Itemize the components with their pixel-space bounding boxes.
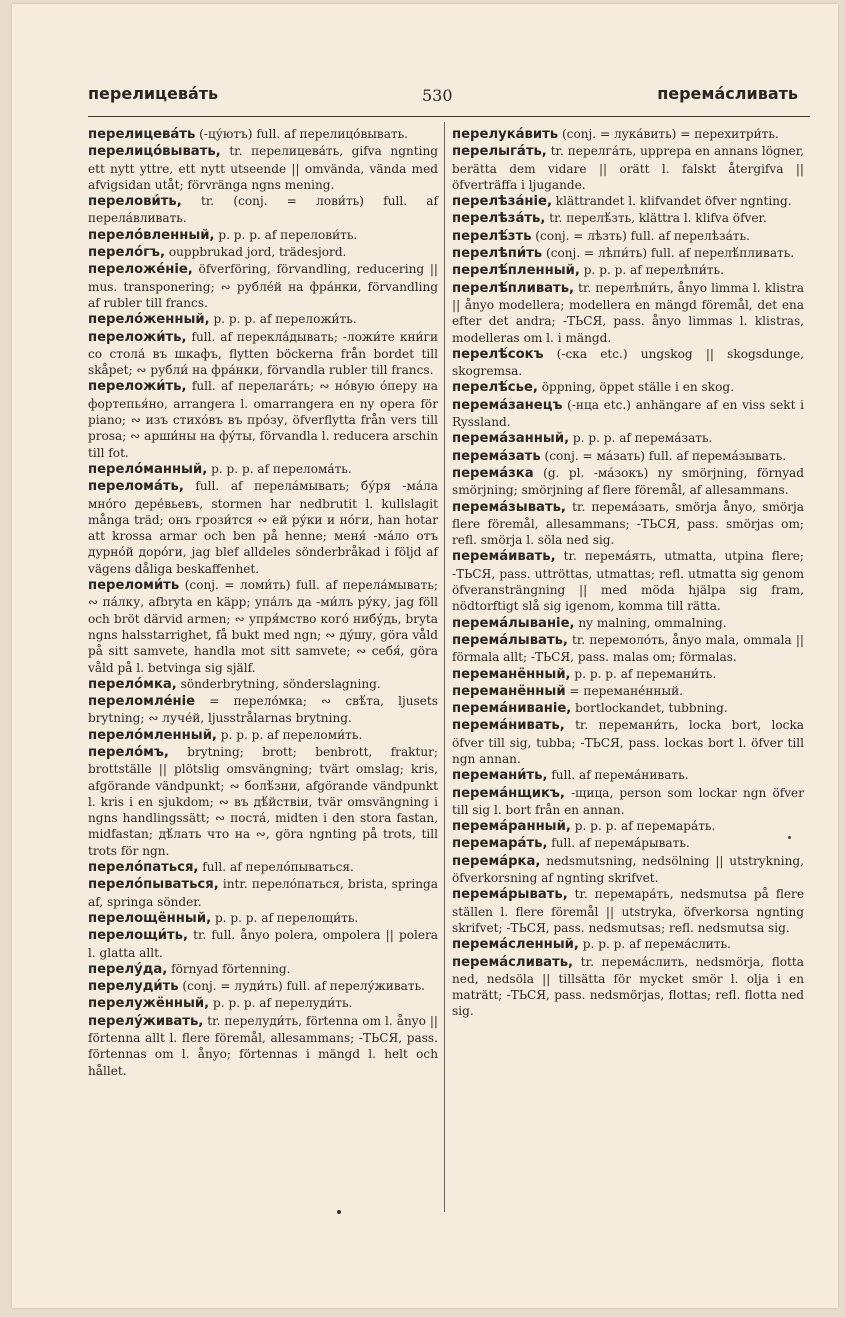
- running-head-right: перема́сливать: [657, 84, 798, 103]
- entry-headword: переложи́ть,: [88, 379, 187, 395]
- entry-headword: перема́занецъ: [452, 397, 563, 413]
- entry-definition: intr. перело́паться, brista, springa af, springa sönder.: [88, 877, 438, 909]
- entry-headword: перелуди́ть: [88, 979, 179, 995]
- entry-headword: перелѣ́пленный,: [452, 263, 580, 279]
- entry-definition: öppning, öppet ställe i en skog.: [537, 380, 734, 395]
- entry-headword: переманённый,: [452, 666, 571, 682]
- dictionary-entry: [88, 227, 438, 244]
- entry-definition: tr. перелга́ть, upprepa en annans lögner, berätta dem vidare || orätt l. falskt återgifva || öfverträffa i ljugande.: [452, 144, 804, 192]
- entry-headword: перема́зывать,: [452, 499, 566, 515]
- dictionary-entry: [88, 329, 438, 379]
- dictionary-entry: [88, 859, 438, 876]
- entry-definition: full. af перема́нивать.: [547, 768, 689, 783]
- entry-definition: (conj. = лука́вить) = перехитри́ть.: [558, 127, 779, 141]
- dictionary-entry: [452, 193, 804, 210]
- dictionary-entry: [88, 261, 438, 311]
- entry-headword: перелѣ́сье,: [452, 380, 538, 396]
- entry-headword: перемани́ть,: [452, 768, 548, 784]
- entry-definition: full. af перекла́дывать; -ложи́те кни́ги со стола́ въ шкафъ, flytten böckerna från bordet till skåpet; ∾ рубли́ на фра́нки, förvandla rubler till francs.: [88, 329, 438, 378]
- dictionary-page: [12, 4, 838, 1308]
- entry-definition: full. af перелага́ть; ∾ но́вую о́перу на фортепья́но, arrangera l. omarrangera en ny opera för piano; ∾ изъ стихо́въ въ про́зу, öfverflytta från vers till prosa; ∾ арши́ны на фу́ты, förvandla l. reducera arschin till fot.: [88, 379, 438, 460]
- entry-headword: перелощённый,: [88, 910, 212, 926]
- page-number: 530: [422, 86, 453, 105]
- entry-headword: перемара́ть,: [452, 836, 548, 852]
- entry-headword: перема́сленный,: [452, 937, 579, 953]
- dictionary-entry: [88, 478, 438, 577]
- entry-definition: -щица, person som lockar ngn öfver till sig l. bort från en annan.: [452, 785, 804, 817]
- entry-headword: перема́занный,: [452, 431, 570, 447]
- dictionary-entry: [88, 143, 438, 193]
- entry-definition: p. p. p. af перема́зать.: [569, 431, 713, 446]
- dictionary-entry: [452, 499, 804, 549]
- entry-definition: tr. перема́слить, nedsmörja, flotta ned, nedsöla || tillsätta för mycket smör l. olja i en maträtt; -ТЬСЯ, pass. nedsmörjas, flottas; refl. flotta ned sig.: [452, 954, 804, 1019]
- dictionary-entry: [88, 961, 438, 978]
- entry-definition: (g. pl. -ма́зокъ) ny smörjning, förnyad smörjning; smörjning af flere föremål, af allesammans.: [452, 465, 804, 498]
- dictionary-entry: [88, 311, 438, 328]
- entry-definition: sönderbrytning, sönderslagning.: [176, 676, 381, 691]
- column-divider: [444, 122, 445, 1212]
- entry-headword: перелѣ́зть: [452, 228, 532, 244]
- left-column: [88, 126, 438, 1079]
- dictionary-entry: [452, 210, 804, 227]
- entry-definition: (conj. = ма́зать) full. af перема́зывать.: [540, 448, 787, 463]
- dictionary-entry: [88, 744, 438, 859]
- dictionary-entry: [452, 615, 804, 632]
- dictionary-entry: [88, 927, 438, 961]
- entry-definition: bortlockandet, tubbning.: [571, 701, 728, 716]
- dictionary-entry: [452, 683, 804, 700]
- entry-headword: перелицева́ть: [88, 127, 196, 142]
- dictionary-entry: [452, 835, 804, 852]
- entry-headword: перема́нивать,: [452, 718, 565, 734]
- entry-definition: p. p. p. af перелома́ть.: [207, 461, 352, 476]
- dictionary-entry: [452, 936, 804, 953]
- dictionary-entry: [88, 244, 438, 261]
- entry-definition: tr. перемара́ть, nedsmutsa på flere ställen l. flere föremål || utstryka, öfverkorsa ngnting skrifvet; -ТЬСЯ, pass. nedsmutsas; refl. nedsmutsa sig.: [452, 887, 804, 935]
- dictionary-entry: [452, 245, 804, 262]
- entry-definition: tr. перелѣ́зть, klättra l. klifva öfver.: [545, 211, 767, 226]
- entry-headword: перема́сливать,: [452, 954, 574, 970]
- entry-definition: tr. перема́ять, utmatta, utpina flere; -ТЬСЯ, pass. uttröttas, utmattas; refl. utmatta sig genom öfveransträngning || med möda hjälpa sig fram, nödtorftigt slå sig igenom, komma till rätta.: [452, 549, 804, 614]
- entry-headword: перема́лывать,: [452, 632, 568, 648]
- dictionary-entry: [452, 379, 804, 396]
- dictionary-entry: [452, 700, 804, 717]
- dictionary-entry: [452, 430, 804, 447]
- entry-headword: переманённый: [452, 683, 566, 699]
- entry-headword: перема́ниваніе,: [452, 701, 572, 717]
- entry-definition: tr. (conj. = лови́ть) full. af перела́вливать.: [88, 194, 438, 226]
- dictionary-entry: [452, 886, 804, 936]
- entry-headword: перелука́вить: [452, 127, 559, 142]
- entry-definition: p. p. p. af переломи́ть.: [216, 727, 363, 742]
- entry-headword: перема́лываніе,: [452, 615, 575, 631]
- dictionary-entry: [88, 676, 438, 693]
- entry-headword: перелѣза́ніе,: [452, 194, 552, 210]
- entry-definition: ouppbrukad jord, trädesjord.: [164, 245, 347, 260]
- entry-headword: перема́ивать,: [452, 549, 556, 565]
- header-rule: [88, 116, 810, 117]
- running-head-left: перелицева́ть: [88, 84, 219, 103]
- entry-definition: full. af перело́пываться.: [198, 860, 354, 875]
- entry-definition: (conj. = лѣзть) full. af перелѣза́ть.: [531, 228, 750, 243]
- entry-definition: p. p. p. af перема́слить.: [578, 937, 731, 952]
- dictionary-entry: [88, 995, 438, 1012]
- dictionary-entry: [452, 666, 804, 683]
- entry-headword: перелицо́вывать,: [88, 144, 221, 160]
- entry-definition: (-цу́ютъ) full. af перелицо́вывать.: [195, 127, 409, 141]
- entry-headword: перелужённый,: [88, 996, 210, 1012]
- dictionary-entry: [88, 978, 438, 995]
- dictionary-entry: [452, 818, 804, 835]
- entry-headword: перелѣза́ть,: [452, 211, 546, 227]
- entry-headword: перелѣ́пливать,: [452, 280, 575, 296]
- dictionary-entry: [452, 448, 804, 465]
- entry-definition: tr. перема́зать, smörja ånyo, smörja flere föremål, allesammans; -ТЬСЯ, pass. smörjas om; refl. smörja l. söla ned sig.: [452, 499, 804, 548]
- entry-headword: перелощи́ть,: [88, 928, 188, 944]
- entry-headword: перело́паться,: [88, 860, 199, 876]
- entry-headword: перема́зать: [452, 448, 541, 464]
- entry-definition: p. p. p. af перемара́ть.: [570, 819, 716, 834]
- entry-definition: (conj. = ломи́ть) full. af перела́мывать; ∾ па́лку, afbryta en käpp; упа́лъ да -ми́лъ ру́ку, jag föll och bröt därvid armen; ∾ упря́мство кого́ нибу́дь, bryta ngns halsstarrighet, få bukt med ngn; ∾ ду́шу, göra våld på sitt samvete, handla mot sitt samvete; ∾ себя́, göra våld på l. betvinga sig själf.: [88, 578, 438, 675]
- entry-definition: (conj. = луди́ть) full. af перелу́живать.: [178, 979, 426, 994]
- entry-definition: p. p. p. af переложи́ть.: [209, 312, 357, 327]
- entry-headword: перема́рка,: [452, 853, 541, 869]
- entry-definition: öfverföring, förvandling, reducering || mus. transponering; ∾ рубле́й на фра́нки, förvandling af rubler till francs.: [88, 262, 438, 310]
- dictionary-entry: [88, 693, 438, 727]
- entry-headword: перелыга́ть,: [452, 144, 547, 160]
- entry-headword: перело́пываться,: [88, 877, 219, 893]
- dictionary-entry: [452, 346, 804, 380]
- entry-headword: перелѣ́сокъ: [452, 346, 544, 362]
- entry-headword: перело́манный,: [88, 461, 208, 477]
- dictionary-entry: [452, 280, 804, 346]
- entry-headword: переложе́ніе,: [88, 262, 193, 278]
- entry-definition: = перемане́нный.: [565, 683, 683, 698]
- entry-definition: p. p. p. af перемани́ть.: [570, 666, 717, 681]
- entry-definition: full. af перела́мывать; бу́ря -ма́ла мно́го дере́вьевъ, stormen har nedbrutit l. kullslagit många träd; онъ грози́тся ∾ ей ру́ки и но́ги, han hotar att krossa armar och ben på henne; меня́ -ма́ло отъ дурно́й доро́ги, jag blef alldeles sönderbråkad i följd af vägens dåliga beskaffenhet.: [88, 479, 438, 576]
- entry-definition: förnyad förtenning.: [167, 961, 291, 976]
- entry-definition: (-ска etc.) ungskog || skogsdunge, skogremsa.: [452, 346, 804, 379]
- ink-dot: [788, 836, 791, 839]
- entry-headword: переломи́ть: [88, 578, 180, 594]
- right-column: [452, 126, 804, 1020]
- dictionary-entry: [88, 193, 438, 227]
- entry-definition: nedsmutsning, nedsölning || utstrykning, öfverkorsning af ngnting skrifvet.: [452, 853, 804, 886]
- entry-definition: ny malning, ommalning.: [574, 615, 727, 630]
- entry-definition: tr. перемоло́ть, ånyo mala, ommala || förmala allt; -ТЬСЯ, pass. malas om; förmalas.: [452, 632, 804, 665]
- entry-definition: tr. перелѣпи́ть, ånyo limma l. klistra || ånyo modellera; modellera en mängd föremål, det ena efter det andra; -ТЬСЯ, pass. ånyo limmas l. klistras, modelleras om l. i mängd.: [452, 280, 804, 345]
- entry-headword: переломле́ніе: [88, 694, 196, 710]
- dictionary-entry: [88, 378, 438, 460]
- dictionary-entry: [88, 461, 438, 478]
- entry-headword: перема́ранный,: [452, 819, 571, 835]
- entry-definition: p. p. p. af перелуди́ть.: [209, 996, 353, 1011]
- entry-headword: перелу́живать,: [88, 1013, 204, 1029]
- entry-headword: перема́рывать,: [452, 887, 568, 903]
- dictionary-entry: [88, 876, 438, 910]
- entry-headword: перело́мленный,: [88, 727, 217, 743]
- entry-headword: перелу́да,: [88, 961, 168, 977]
- entry-headword: перело́вленный,: [88, 227, 215, 243]
- entry-definition: p. p. p. af перелощи́ть.: [211, 910, 359, 925]
- entry-headword: перело́гъ,: [88, 245, 165, 261]
- entry-definition: = перело́мка; ∾ свѣ́та, ljusets brytning; ∾ луче́й, ljusstrålarnas brytning.: [88, 694, 438, 726]
- entry-definition: p. p. p. af перелѣпи́ть.: [579, 263, 724, 278]
- entry-headword: перема́нщикъ,: [452, 785, 565, 801]
- dictionary-entry: [88, 910, 438, 927]
- dictionary-entry: [452, 548, 804, 614]
- dictionary-entry: [88, 577, 438, 676]
- dictionary-entry: [88, 727, 438, 744]
- entry-definition: full. af перема́рывать.: [547, 836, 690, 851]
- entry-headword: перелома́ть,: [88, 479, 184, 495]
- entry-definition: tr. перелуди́ть, förtenna om l. ånyo || förtenna allt l. flere föremål, allesammans; -ТЬСЯ, pass. förtennas om l. ånyo; förtennas i mängd l. helt och hållet.: [88, 1013, 438, 1078]
- dictionary-entry: [452, 397, 804, 431]
- dictionary-entry: [452, 143, 804, 193]
- entry-headword: перелови́ть,: [88, 194, 182, 210]
- dictionary-entry: [452, 262, 804, 279]
- entry-definition: brytning; brott; benbrott, fraktur; brottställe || plötslig omsvängning; tvärt omslag; kris, afgörande vändpunkt; ∾ болѣ́зни, afgörande vändpunkt l. kris i en sjukdom; ∾ въ дѣ́йствіи, tvär omsvängning i ngns handlingssätt; ∾ поста́, midten i den stora fastan, midfastan; дѣ́лать что на ∾, göra ngnting på trots, till trots för ngn.: [88, 744, 438, 858]
- dictionary-entry: [452, 126, 804, 143]
- dictionary-entry: [452, 853, 804, 887]
- entry-headword: перело́мка,: [88, 676, 177, 692]
- dictionary-entry: [452, 228, 804, 245]
- entry-headword: перелѣпи́ть: [452, 246, 543, 262]
- entry-definition: tr. full. ånyo polera, ompolera || polera l. glatta allt.: [88, 928, 438, 960]
- ink-dot: [337, 1210, 341, 1214]
- entry-headword: перело́мъ,: [88, 744, 169, 760]
- dictionary-entry: [452, 465, 804, 499]
- dictionary-entry: [452, 717, 804, 767]
- entry-headword: перело́женный,: [88, 312, 210, 328]
- entry-headword: перема́зка: [452, 465, 534, 481]
- dictionary-entry: [88, 1013, 438, 1079]
- dictionary-entry: [452, 767, 804, 784]
- entry-definition: tr. перемани́ть, locka bort, locka öfver till sig, tubba; -ТЬСЯ, pass. lockas bort l. öfver till ngn annan.: [452, 718, 804, 766]
- entry-definition: p. p. p. af перелови́ть.: [214, 227, 358, 242]
- entry-definition: (conj. = лѣпи́ть) full. af перелѣ́пливать.: [542, 246, 795, 261]
- dictionary-entry: [452, 632, 804, 666]
- entry-headword: переложи́ть,: [88, 329, 187, 345]
- dictionary-entry: [452, 785, 804, 819]
- entry-definition: tr. перелицева́ть, gifva ngnting ett nytt yttre, ett nytt utseende || omvända, vända med afvigsidan utåt; förvränga ngns mening.: [88, 144, 438, 192]
- entry-definition: (-нца etc.) anhängare af en viss sekt i Ryssland.: [452, 397, 804, 430]
- dictionary-entry: [452, 954, 804, 1020]
- entry-definition: klättrandet l. klifvandet öfver ngnting.: [551, 194, 792, 209]
- dictionary-entry: [88, 126, 438, 143]
